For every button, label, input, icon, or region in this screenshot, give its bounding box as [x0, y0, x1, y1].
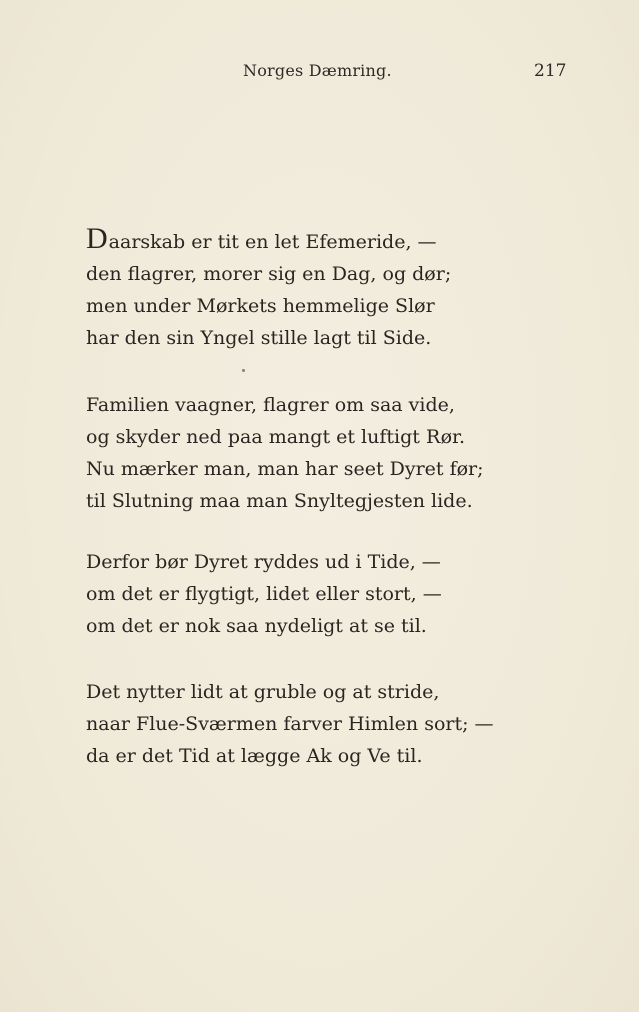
poem-line: da er det Tid at lægge Ak og Ve til. [86, 745, 423, 767]
ink-speck [242, 369, 245, 372]
page-number: 217 [534, 61, 567, 81]
running-title: Norges Dæmring. [243, 61, 392, 80]
stanza-3 [86, 546, 442, 642]
poem-line: Det nytter lidt at gruble og at stride, [86, 681, 440, 703]
poem-line: Familien vaagner, flagrer om saa vide, [86, 394, 455, 416]
poem-line: om det er nok saa nydeligt at se til. [86, 615, 427, 637]
poem-line: har den sin Yngel stille lagt til Side. [86, 327, 432, 349]
poem-line: om det er flygtigt, lidet eller stort, — [86, 583, 442, 605]
poem-line: Nu mærker man, man har seet Dyret før; [86, 458, 484, 480]
poem-line: til Slutning maa man Snyltegjesten lide. [86, 490, 473, 512]
poem-line: og skyder ned paa mangt et luftigt Rør. [86, 426, 466, 448]
stanza-4 [86, 676, 494, 772]
poem-line-text: aarskab er tit en let Efemeride, — [108, 231, 437, 253]
poem-line: Derfor bør Dyret ryddes ud i Tide, — [86, 551, 441, 573]
poem-line: men under Mørkets hemmelige Slør [86, 295, 435, 317]
poem-line: den flagrer, morer sig en Dag, og dør; [86, 263, 452, 285]
stanza-1 [86, 222, 452, 354]
poem-line: naar Flue-Sværmen farver Himlen sort; — [86, 713, 494, 735]
stanza-2 [86, 389, 484, 517]
drop-cap: D [86, 222, 108, 255]
poem-line [86, 222, 451, 258]
